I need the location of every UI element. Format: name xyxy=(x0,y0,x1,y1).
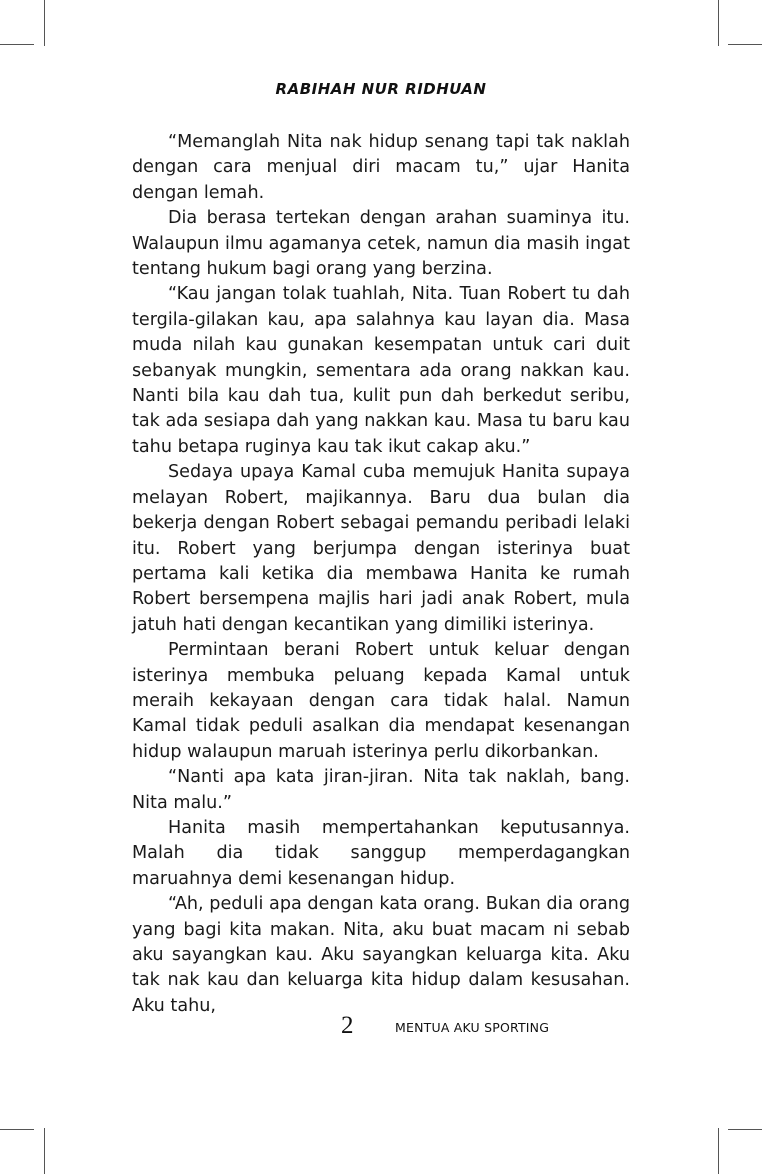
body-text xyxy=(132,130,630,1019)
running-head: RABIHAH NUR RIDHUAN xyxy=(275,80,487,98)
crop-mark-bottom-right-vertical xyxy=(718,1128,719,1174)
crop-mark-top-right-horizontal xyxy=(728,44,762,45)
paragraph: Dia berasa tertekan dengan arahan suaminya itu. Walaupun ilmu agamanya cetek, namun dia masih ingat tentang hukum bagi orang yang berzina. xyxy=(132,208,630,280)
crop-mark-bottom-right-horizontal xyxy=(728,1129,762,1130)
paragraph: “Kau jangan tolak tuahlah, Nita. Tuan Robert tu dah tergila-gilakan kau, apa salahnya kau layan dia. Masa muda nilah kau gunakan kesempatan untuk cari duit sebanyak mungkin, sementara ada orang nakkan kau. Nanti bila kau dah tua, kulit pun dah berkedut seribu, tak ada sesiapa dah yang nakkan kau. Masa tu baru kau tahu betapa ruginya kau tak ikut cakap aku.” xyxy=(132,284,630,457)
crop-mark-bottom-left-vertical xyxy=(44,1128,45,1174)
paragraph: “Memanglah Nita nak hidup senang tapi tak naklah dengan cara menjual diri macam tu,” ujar Hanita dengan lemah. xyxy=(132,132,630,203)
crop-mark-top-left-vertical xyxy=(44,0,45,46)
page-footer xyxy=(0,1012,762,1042)
paragraph: “Nanti apa kata jiran-jiran. Nita tak naklah, bang. Nita malu.” xyxy=(132,767,630,813)
crop-mark-top-right-vertical xyxy=(718,0,719,46)
book-title: MENTUA AKU SPORTING xyxy=(395,1020,550,1035)
crop-mark-top-left-horizontal xyxy=(0,44,34,45)
paragraph: “Ah, peduli apa dengan kata orang. Bukan dia orang yang bagi kita makan. Nita, aku buat macam ni sebab aku sayangkan kau. Aku sayangkan keluarga kita. Aku tak nak kau dan keluarga kita hidup dalam kesusahan. Aku tahu, xyxy=(132,894,630,1016)
paragraph: Hanita masih mempertahankan keputusannya. Malah dia tidak sanggup memperdagangkan maruahnya demi kesenangan hidup. xyxy=(132,817,630,889)
paragraph: Sedaya upaya Kamal cuba memujuk Hanita supaya melayan Robert, majikannya. Baru dua bulan dia bekerja dengan Robert sebagai pemandu peribadi lelaki itu. Robert yang berjumpa dengan isterinya buat pertama kali ketika dia membawa Hanita ke rumah Robert bersempena majlis hari jadi anak Robert, mula jatuh hati dengan kecantikan yang dimiliki isterinya. xyxy=(132,462,630,635)
page-number: 2 xyxy=(341,1012,354,1039)
paragraph: Permintaan berani Robert untuk keluar dengan isterinya membuka peluang kepada Kamal untuk meraih kekayaan dengan cara tidak halal. Namun Kamal tidak peduli asalkan dia mendapat kesenangan hidup walaupun maruah isterinya perlu dikorbankan. xyxy=(132,640,630,762)
crop-mark-bottom-left-horizontal xyxy=(0,1129,34,1130)
